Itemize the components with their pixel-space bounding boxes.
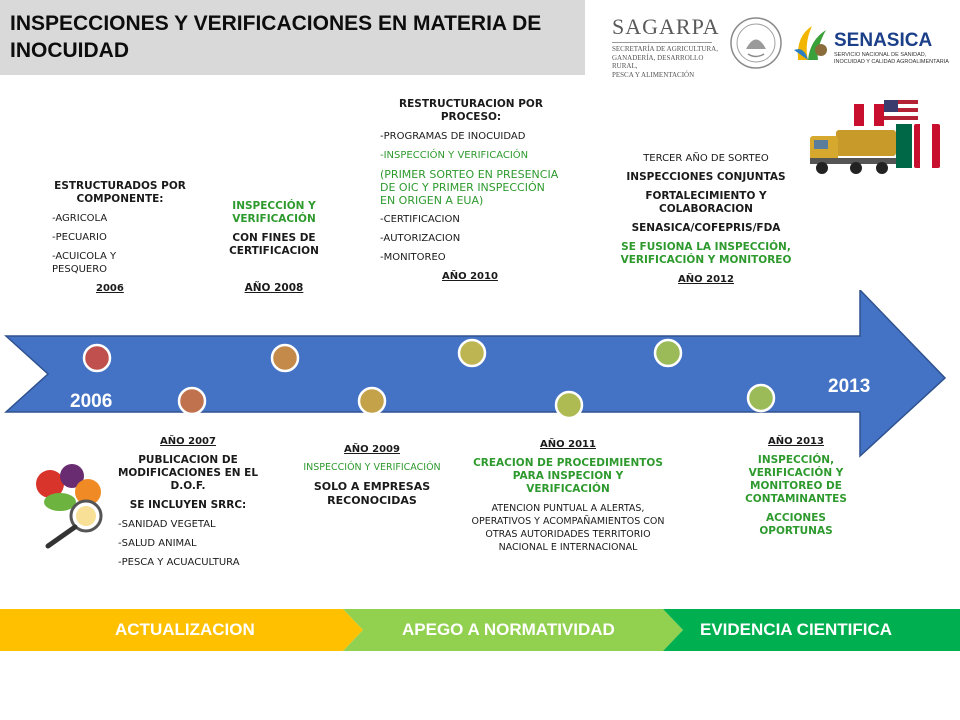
block-2007 xyxy=(114,435,262,575)
block-2013 xyxy=(728,435,864,544)
block-2010-green-1: -INSPECCIÓN Y VERIFICACIÓN xyxy=(380,150,529,161)
block-2010-heading: RESTRUCTURACION POR PROCESO: xyxy=(399,98,543,123)
block-2012 xyxy=(606,152,806,286)
block-2012-line-1: TERCER AÑO DE SORTEO xyxy=(643,153,769,164)
block-2008 xyxy=(208,200,340,295)
sagarpa-logo xyxy=(612,14,722,79)
sagarpa-subtitle-2: GANADERÍA, DESARROLLO RURAL, xyxy=(612,53,704,70)
block-2006-item-1: -AGRICOLA xyxy=(52,213,108,224)
block-2006-heading: ESTRUCTURADOS POR COMPONENTE: xyxy=(54,180,186,205)
block-2012-green: SE FUSIONA LA INSPECCIÓN, VERIFICACIÓN Y MONITOREO xyxy=(620,241,792,266)
milestone-2007-circle xyxy=(179,388,205,414)
block-2006 xyxy=(52,180,198,295)
block-2010-item-2: -CERTIFICACION xyxy=(380,214,460,225)
block-2007-year: AÑO 2007 xyxy=(160,436,216,447)
block-2006-year: 2006 xyxy=(96,283,124,294)
block-2007-item-2: -SALUD ANIMAL xyxy=(118,538,197,549)
milestone-2006-circle xyxy=(84,345,110,371)
senasica-emblem-icon xyxy=(790,20,834,66)
block-2013-green-2: ACCIONES OPORTUNAS xyxy=(759,512,833,537)
block-2011-year: AÑO 2011 xyxy=(540,439,596,450)
block-2008-line: CON FINES DE CERTIFICACION xyxy=(229,232,319,257)
sagarpa-subtitle-3: PESCA Y ALIMENTACIÓN xyxy=(612,70,695,79)
block-2006-item-3: -ACUICOLA Y PESQUERO xyxy=(52,251,117,275)
block-2011-line: ATENCION PUNTUAL A ALERTAS, OPERATIVOS Y ACOMPAÑAMIENTOS CON OTRAS AUTORIDADES TERRITORIO NACIONAL E INTERNACIONAL xyxy=(471,503,665,553)
milestone-2011-circle xyxy=(556,392,582,418)
sagarpa-name: SAGARPA xyxy=(612,14,720,39)
block-2011-green: CREACION DE PROCEDIMIENTOS PARA INSPECION Y VERIFICACIÓN xyxy=(473,457,663,495)
block-2009-year: AÑO 2009 xyxy=(344,444,400,455)
block-2008-green: INSPECCIÓN Y VERIFICACIÓN xyxy=(232,200,316,225)
mexican-eagle-seal-icon xyxy=(728,16,784,70)
milestone-2013-circle xyxy=(748,385,774,411)
senasica-subtitle-2: INOCUIDAD Y CALIDAD AGROALIMENTARIA xyxy=(834,58,949,65)
band-label-evidencia: EVIDENCIA CIENTIFICA xyxy=(700,620,893,639)
trucks-flags-illustration xyxy=(796,96,946,188)
sagarpa-subtitle-1: SECRETARÍA DE AGRICULTURA, xyxy=(612,45,718,53)
band-label-apego: APEGO A NORMATIVIDAD xyxy=(402,620,615,639)
block-2012-line-4: SENASICA/COFEPRIS/FDA xyxy=(631,222,781,234)
block-2012-year: AÑO 2012 xyxy=(678,274,734,285)
senasica-logo xyxy=(834,30,959,65)
milestone-2009-circle xyxy=(359,388,385,414)
milestone-2008-circle xyxy=(272,345,298,371)
block-2009 xyxy=(300,443,444,514)
produce-magnifier-illustration xyxy=(28,454,110,554)
block-2010-item-3: -AUTORIZACION xyxy=(380,233,461,244)
block-2010-green-2: (PRIMER SORTEO EN PRESENCIA DE OIC Y PRIMER INSPECCIÓN EN ORIGEN A EUA) xyxy=(380,168,559,207)
block-2012-line-3: FORTALECIMIENTO Y COLABORACION xyxy=(645,190,767,215)
milestone-2012-circle xyxy=(655,340,681,366)
senasica-name: SENASICA xyxy=(834,30,933,51)
block-2010-item-4: -MONITOREO xyxy=(380,252,446,263)
block-2008-year: AÑO 2008 xyxy=(244,282,304,294)
block-2009-line: SOLO A EMPRESAS RECONOCIDAS xyxy=(313,480,431,507)
block-2010-year: AÑO 2010 xyxy=(442,271,498,282)
block-2007-item-3: -PESCA Y ACUACULTURA xyxy=(118,557,240,568)
block-2013-year: AÑO 2013 xyxy=(768,436,824,447)
block-2010-item-1: -PROGRAMAS DE INOCUIDAD xyxy=(380,131,526,142)
block-2007-line-2: SE INCLUYEN SRRC: xyxy=(129,499,247,511)
block-2009-green: INSPECCIÓN Y VERIFICACIÓN xyxy=(303,462,441,473)
block-2011 xyxy=(470,438,666,554)
block-2012-line-2: INSPECCIONES CONJUNTAS xyxy=(626,171,786,183)
senasica-subtitle-1: SERVICIO NACIONAL DE SANIDAD, xyxy=(834,52,927,58)
timeline-end-year: 2013 xyxy=(828,376,871,397)
block-2010 xyxy=(380,98,562,283)
timeline-arrow-body xyxy=(6,290,945,456)
milestone-2010-circle xyxy=(459,340,485,366)
block-2013-green-1: INSPECCIÓN, VERIFICACIÓN Y MONITOREO DE CONTAMINANTES xyxy=(745,454,847,505)
page-title: INSPECCIONES Y VERIFICACIONES EN MATERIA DE INOCUIDAD xyxy=(10,12,542,62)
timeline-start-year: 2006 xyxy=(70,391,113,412)
band-label-actualizacion: ACTUALIZACION xyxy=(115,620,255,639)
block-2007-line-1: PUBLICACION DE MODIFICACIONES EN EL D.O.F. xyxy=(117,454,259,492)
block-2007-item-1: -SANIDAD VEGETAL xyxy=(118,519,216,530)
block-2006-item-2: -PECUARIO xyxy=(52,232,107,243)
